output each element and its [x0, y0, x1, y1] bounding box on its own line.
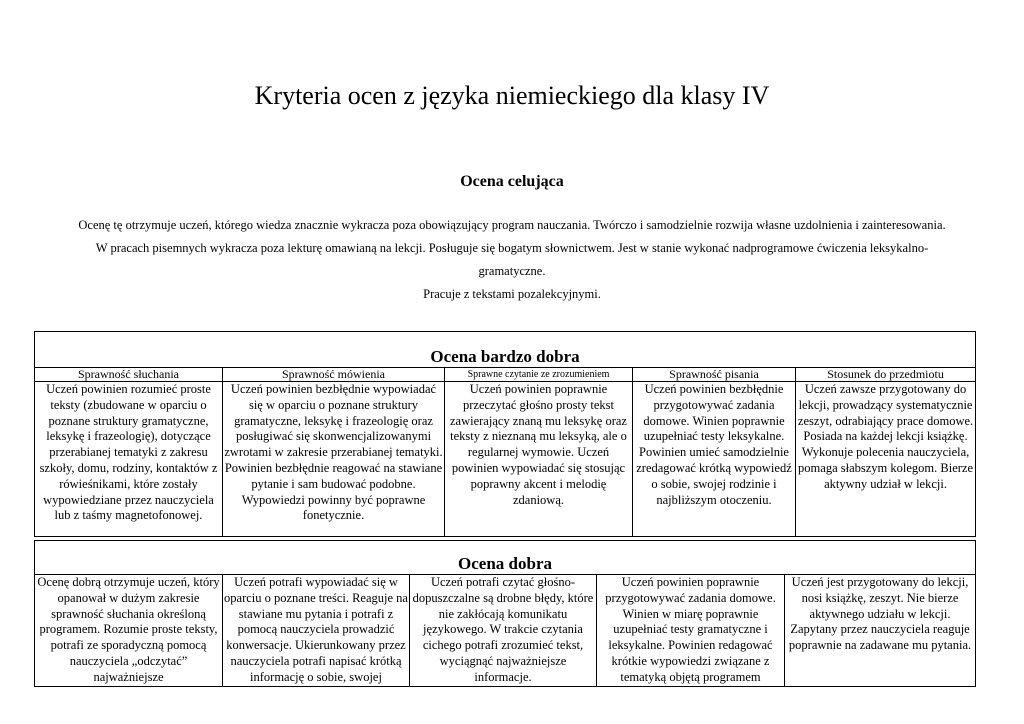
celujaca-line: Ocenę tę otrzymuje uczeń, którego wiedza znacznie wykracza poza obowiązujący program nauczania. Twórczo i samodzielnie rozwija własne uzdolnienia i zainteresowania.	[78, 218, 946, 232]
celujaca-description	[30, 214, 994, 306]
heading-ocena-celujaca: Ocena celująca	[460, 173, 564, 190]
cell-bardzo-dobra-sluchanie: Uczeń powinien rozumieć proste teksty (zbudowane w oparciu o poznane struktury gramatyczne, leksykę i frazeologię), dotyczące przerabianej tematyki z zakresu szkoły, domu, rodziny, kontaktów z rówieśnikami, które zostały wypowiedziane przez nauczyciela lub z taśmy magnetofonowej.	[35, 382, 223, 537]
column-header-sluchanie: Sprawność słuchania	[35, 368, 223, 382]
column-header-pisanie: Sprawność pisania	[633, 368, 796, 382]
celujaca-line: Pracuje z tekstami pozalekcyjnymi.	[423, 287, 601, 301]
cell-bardzo-dobra-stosunek: Uczeń zawsze przygotowany do lekcji, prowadzący systematycznie zeszyt, odrabiający prace domowe. Posiada na każdej lekcji książkę. Wykonuje polecenia nauczyciela, pomaga słabszym kolegom. Bierze aktywny udział w lekcji.	[796, 382, 976, 537]
column-header-stosunek: Stosunek do przedmiotu	[796, 368, 976, 382]
cell-dobra-stosunek: Uczeń jest przygotowany do lekcji, nosi książkę, zeszyt. Nie bierze aktywnego udziału w lekcji. Zapytany przez nauczyciela reaguje poprawnie na zadawane mu pytania.	[785, 575, 976, 687]
cell-bardzo-dobra-pisanie: Uczeń powinien bezbłędnie przygotowywać zadania domowe. Winien poprawnie uzupełniać testy leksykalne. Powinien umieć samodzielnie zredagować krótką wypowiedź o sobie, swojej rodzinie i najbliższym otoczeniu.	[633, 382, 796, 537]
column-header-mowienie: Sprawność mówienia	[223, 368, 445, 382]
cell-bardzo-dobra-czytanie: Uczeń powinien poprawnie przeczytać głośno prosty tekst zawierający znaną mu leksykę oraz teksty z nieznaną mu leksyką, ale o regularnej wymowie. Uczeń powinien wypowiadać się stosując poprawny akcent i melodię zdaniową.	[445, 382, 633, 537]
celujaca-line: gramatyczne.	[478, 264, 546, 278]
cell-dobra-sluchanie: Ocenę dobrą otrzymuje uczeń, który opanował w dużym zakresie sprawność słuchania określoną programem. Rozumie proste teksty, potrafi ze sporadyczną pomocą nauczyciela „odczytać” najważniejsze	[35, 575, 223, 687]
table-ocena-bardzo-dobra	[34, 331, 976, 537]
document-title: Kryteria ocen z języka niemieckiego dla klasy IV	[254, 81, 770, 110]
column-header-czytanie: Sprawne czytanie ze zrozumieniem	[445, 368, 633, 382]
heading-ocena-bardzo-dobra: Ocena bardzo dobra	[35, 332, 976, 368]
cell-dobra-pisanie: Uczeń powinien poprawnie przygotowywać zadania domowe. Winien w miarę poprawnie uzupełniać testy gramatyczne i leksykalne. Powinien redagować krótkie wypowiedzi związane z tematyką objętą programem	[597, 575, 785, 687]
cell-dobra-mowienie: Uczeń potrafi wypowiadać się w oparciu o poznane treści. Reaguje na stawiane mu pytania i potrafi z pomocą nauczyciela prowadzić konwersacje. Ukierunkowany przez nauczyciela potrafi napisać krótką informację o sobie, swojej	[223, 575, 410, 687]
heading-ocena-dobra: Ocena dobra	[35, 541, 976, 575]
cell-dobra-czytanie: Uczeń potrafi czytać głośno- dopuszczalne są drobne błędy, które nie zakłócają komunikatu językowego. W trakcie czytania cichego potrafi zrozumieć tekst, wyciągnąć najważniejsze informacje.	[410, 575, 597, 687]
cell-bardzo-dobra-mowienie: Uczeń powinien bezbłędnie wypowiadać się w oparciu o poznane struktury gramatyczne, leksykę i frazeologię oraz posługiwać się skonwencjalizowanymi zwrotami w zakresie przerabianej tematyki. Powinien bezbłędnie reagować na stawiane pytanie i sam budować podobne. Wypowiedzi powinny być poprawne fonetycznie.	[223, 382, 445, 537]
table-ocena-dobra	[34, 540, 976, 687]
celujaca-line: W pracach pisemnych wykracza poza lekturę omawianą na lekcji. Posługuje się bogatym słownictwem. Jest w stanie wykonać nadprogramowe ćwiczenia leksykalno-	[95, 241, 929, 255]
